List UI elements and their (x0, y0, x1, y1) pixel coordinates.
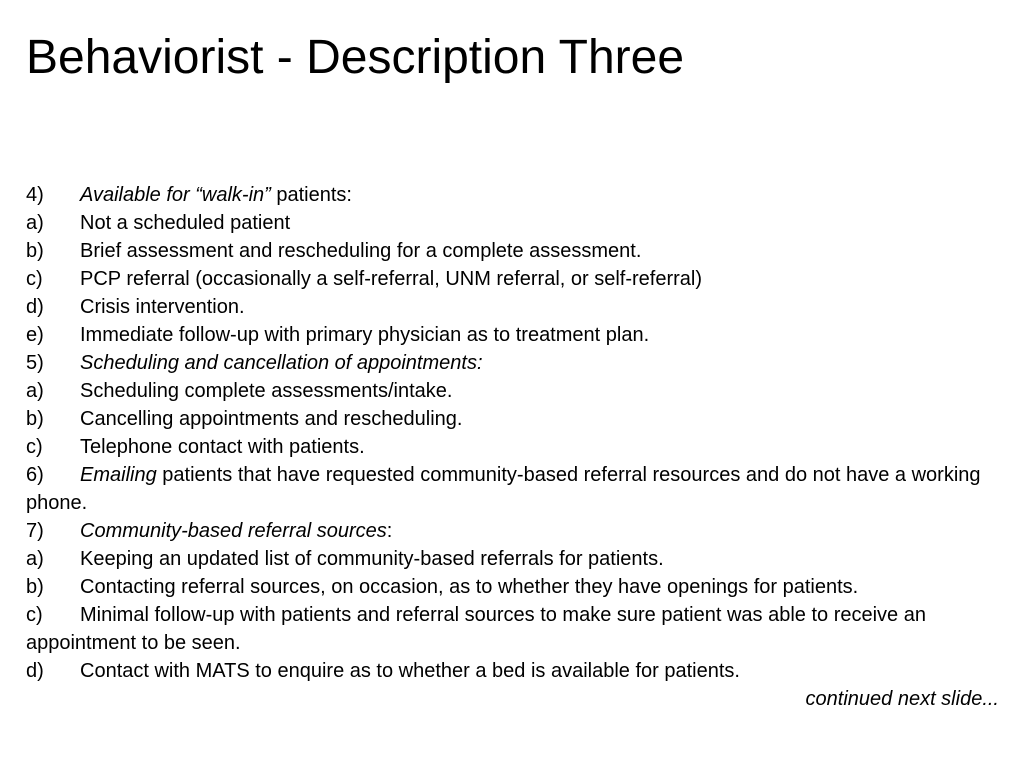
list-marker: 7) (26, 520, 44, 542)
list-item-text: Contact with MATS to enquire as to whether a bed is available for patients. (80, 660, 740, 682)
list-marker: c) (26, 604, 43, 626)
slide-title: Behaviorist - Description Three (26, 31, 685, 84)
list-item-text: patients that have requested community-based referral resources and do not have a working phone. (26, 464, 981, 514)
list-item-text: Crisis intervention. (80, 296, 245, 318)
list-marker: a) (26, 380, 44, 402)
list-item-emphasis: Community-based referral sources (80, 520, 387, 542)
list-item-emphasis: Available for “walk-in” (80, 184, 271, 206)
list-item-text: patients: (270, 184, 352, 206)
list-marker: b) (26, 408, 44, 430)
list-item-5c (26, 433, 1001, 461)
list-item-text: : (386, 520, 393, 542)
list-item-5a (26, 377, 1001, 405)
list-marker: a) (26, 548, 44, 570)
list-marker: 5) (26, 352, 44, 374)
list-item-7b (26, 573, 1001, 601)
list-item-4 (26, 181, 1001, 209)
list-item-7 (26, 517, 1001, 545)
list-item-text: Immediate follow-up with primary physician as to treatment plan. (80, 324, 650, 346)
list-item-text: PCP referral (occasionally a self-referral, UNM referral, or self-referral) (80, 268, 703, 290)
list-item-4b (26, 237, 1001, 265)
list-item-text: Cancelling appointments and rescheduling. (80, 408, 463, 430)
slide-body (26, 181, 1001, 713)
list-item-6 (26, 461, 1001, 517)
list-marker: 4) (26, 184, 44, 206)
list-marker: a) (26, 212, 44, 234)
list-item-7a (26, 545, 1001, 573)
continued-note: continued next slide... (805, 688, 999, 710)
list-item-text: Scheduling complete assessments/intake. (80, 380, 453, 402)
list-marker: c) (26, 268, 43, 290)
list-item-emphasis: Scheduling and cancellation of appointments: (80, 352, 483, 374)
list-item-4e (26, 321, 1001, 349)
list-item-text: Brief assessment and rescheduling for a complete assessment. (80, 240, 642, 262)
list-marker: c) (26, 436, 43, 458)
list-marker: b) (26, 240, 44, 262)
list-item-7c (26, 601, 1001, 657)
list-marker: b) (26, 576, 44, 598)
list-marker: d) (26, 660, 44, 682)
list-item-4a (26, 209, 1001, 237)
list-marker: e) (26, 324, 44, 346)
list-item-5 (26, 349, 1001, 377)
list-marker: 6) (26, 464, 44, 486)
list-item-emphasis: Emailing (80, 464, 157, 486)
list-item-text: Contacting referral sources, on occasion, as to whether they have openings for patients. (80, 576, 859, 598)
list-marker: d) (26, 296, 44, 318)
list-item-4d (26, 293, 1001, 321)
list-item-text: Minimal follow-up with patients and referral sources to make sure patient was able to receive an appointment to be seen. (26, 604, 926, 654)
list-item-text: Telephone contact with patients. (80, 436, 365, 458)
list-item-4c (26, 265, 1001, 293)
list-item-7d (26, 657, 1001, 685)
list-item-text: Keeping an updated list of community-based referrals for patients. (80, 548, 664, 570)
list-item-5b (26, 405, 1001, 433)
list-item-text: Not a scheduled patient (80, 212, 291, 234)
